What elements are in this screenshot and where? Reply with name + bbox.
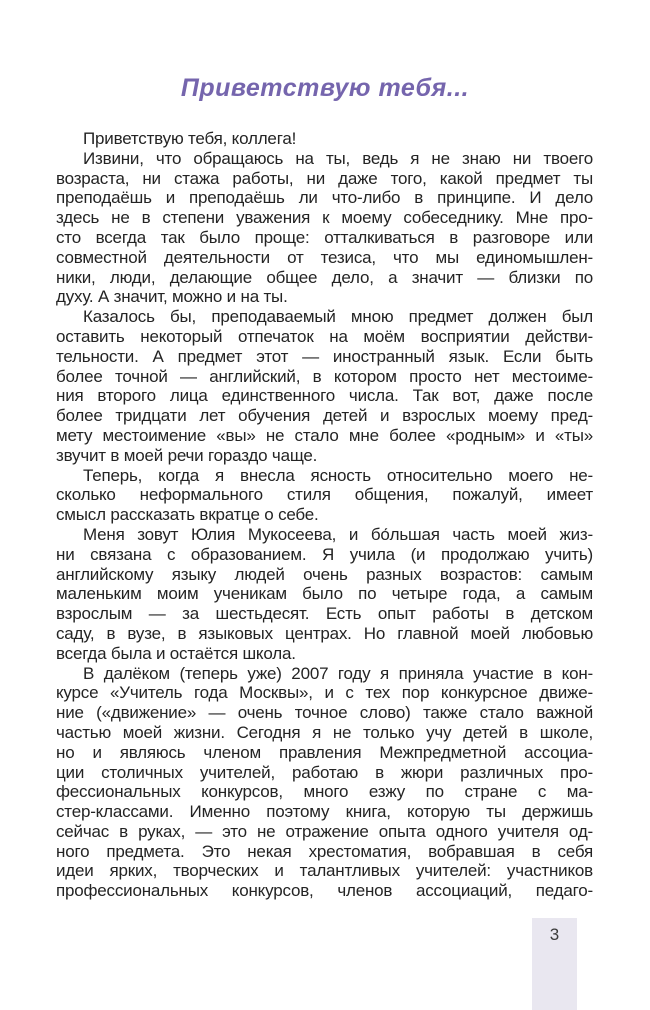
text-line: здесь не в степени уважения к моему собеседнику. Мне про- bbox=[56, 208, 593, 228]
text-line: возраста, ни стажа работы, ни даже того, какой предмет ты bbox=[56, 168, 593, 188]
text-line: ции столичных учителей, работаю в жюри различных про- bbox=[56, 762, 593, 782]
text-line: Меня зовут Юлия Мукосеева, и бо́льшая часть моей жиз- bbox=[83, 524, 593, 544]
text-line: ного предмета. Это некая хрестоматия, вобравшая в себя bbox=[56, 841, 593, 861]
text-line: более тридцати лет обучения детей и взрослых моему пред- bbox=[56, 406, 593, 426]
text-line: саду, в вузе, в языковых центрах. Но главной моей любовью bbox=[56, 623, 593, 643]
text-line: ни связана с образованием. Я учила (и продолжаю учить) bbox=[56, 544, 593, 564]
text-line: идеи ярких, творческих и талантливых учителей: участников bbox=[56, 861, 593, 881]
text-line: ники, люди, делающие общее дело, а значит — близки по bbox=[56, 267, 593, 287]
text-line: всегда была и остаётся школа. bbox=[56, 643, 296, 663]
text-line: мету местоимение «вы» не стало мне более «родным» и «ты» bbox=[56, 425, 593, 445]
text-line: смысл рассказать вкратце о себе. bbox=[56, 505, 319, 525]
text-line: фессиональных конкурсов, много езжу по стране с ма- bbox=[56, 782, 593, 802]
text-line: сто всегда так было проще: отталкиваться в разговоре или bbox=[56, 227, 593, 247]
text-line: Теперь, когда я внесла ясность относительно моего не- bbox=[83, 465, 593, 485]
text-line: сколько неформального стиля общения, пожалуй, имеет bbox=[56, 485, 593, 505]
text-line: совместной деятельности от тезиса, что мы единомышлен- bbox=[56, 247, 593, 267]
text-line: Извини, что обращаюсь на ты, ведь я не знаю ни твоего bbox=[83, 148, 593, 168]
text-line: ние («движение» — очень точное слово) также стало важной bbox=[56, 703, 593, 723]
text-line: стер-классами. Именно поэтому книга, которую ты держишь bbox=[56, 802, 593, 822]
page-number: 3 bbox=[549, 925, 560, 944]
text-line: взрослым — за шестьдесят. Есть опыт работы в детском bbox=[56, 604, 593, 624]
paragraph bbox=[56, 149, 593, 307]
text-line: Приветствую тебя, коллега! bbox=[83, 129, 297, 148]
text-line: тельности. А предмет этот — иностранный язык. Если быть bbox=[56, 346, 593, 366]
text-line: но и являюсь членом правления Межпредметной ассоциа- bbox=[56, 742, 593, 762]
paragraph bbox=[56, 466, 593, 525]
body-text bbox=[56, 129, 593, 901]
page-number-box bbox=[532, 918, 577, 1010]
chapter-title: Приветствую тебя... bbox=[180, 74, 470, 102]
paragraph bbox=[56, 525, 593, 664]
text-line: частью моей жизни. Сегодня я не только учу детей в школе, bbox=[56, 722, 593, 742]
text-line: духу. А значит, можно и на ты. bbox=[56, 287, 288, 307]
text-line: преподаёшь и преподаёшь ли что-либо в принципе. И дело bbox=[56, 188, 593, 208]
text-line: маленьким моим ученикам было по четыре года, а самым bbox=[56, 584, 593, 604]
paragraph bbox=[56, 664, 593, 902]
text-line: ния второго лица единственного числа. Так вот, даже после bbox=[56, 386, 593, 406]
text-line: В далёком (теперь уже) 2007 году я приняла участие в кон- bbox=[83, 663, 593, 683]
text-line: оставить некоторый отпечаток на моём восприятии действи- bbox=[56, 326, 593, 346]
text-line: профессиональных конкурсов, членов ассоциаций, педаго- bbox=[56, 881, 593, 901]
text-line: более точной — английский, в котором просто нет местоиме- bbox=[56, 366, 593, 386]
text-line: сейчас в руках, — это не отражение опыта одного учителя од- bbox=[56, 821, 593, 841]
text-line: звучит в моей речи гораздо чаще. bbox=[56, 445, 318, 465]
text-line: Казалось бы, преподаваемый мною предмет должен был bbox=[83, 307, 593, 327]
text-line: английскому языку людей очень разных возрастов: самым bbox=[56, 564, 593, 584]
paragraph bbox=[56, 307, 593, 465]
text-line: курсе «Учитель года Москвы», и с тех пор конкурсное движе- bbox=[56, 683, 593, 703]
paragraph bbox=[56, 129, 593, 149]
